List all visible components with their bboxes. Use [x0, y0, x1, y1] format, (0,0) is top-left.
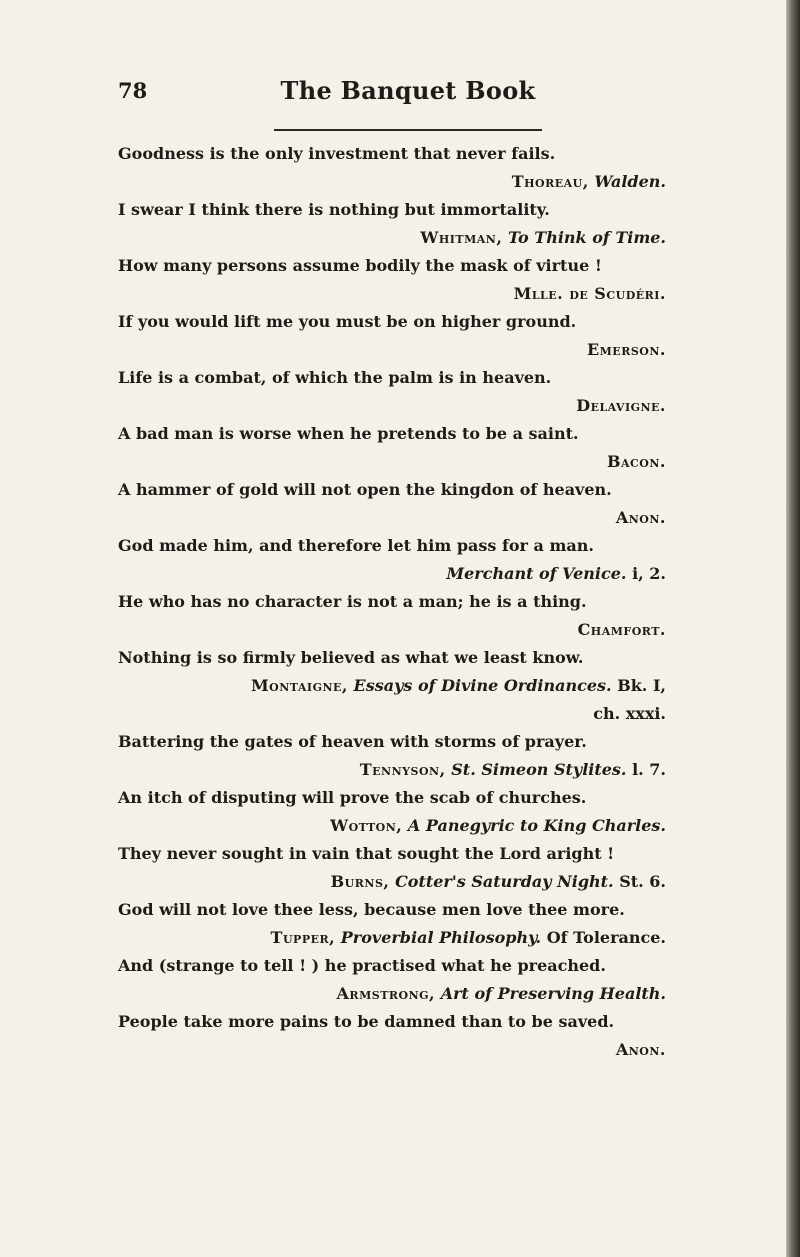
quote-attribution	[118, 168, 666, 196]
quote-entry	[118, 840, 666, 896]
quote-text: And (strange to tell ! ) he practised what he preached.	[118, 956, 606, 975]
quote-author: Wotton,	[330, 816, 403, 835]
quote-text: A hammer of gold will not open the kingdon of heaven.	[118, 480, 612, 499]
quote-text: Battering the gates of heaven with storms of prayer.	[118, 732, 587, 751]
quote-text: A bad man is worse when he pretends to be a saint.	[118, 424, 579, 443]
quote-reference: i, 2.	[632, 564, 666, 583]
quote-author: Thoreau,	[511, 172, 589, 191]
quote-reference: l. 7.	[632, 760, 666, 779]
quote-entry	[118, 308, 666, 364]
quote-reference: St. 6.	[619, 872, 666, 891]
quote-work: Essays of Divine Ordinances.	[353, 676, 612, 695]
quote-author: Chamfort.	[577, 620, 666, 639]
quote-text: People take more pains to be damned than to be saved.	[118, 1012, 615, 1031]
quote-attribution	[118, 448, 666, 476]
quote-text: Goodness is the only investment that never fails.	[118, 144, 556, 163]
quote-attribution	[118, 672, 666, 700]
quote-entry	[118, 140, 666, 196]
quote-text: God will not love thee less, because men love thee more.	[118, 900, 625, 919]
quote-entry	[118, 532, 666, 588]
quote-entry	[118, 784, 666, 840]
quote-text: An itch of disputing will prove the scab of churches.	[118, 788, 587, 807]
header-rule	[274, 129, 542, 131]
quote-author: Armstrong,	[336, 984, 436, 1003]
quote-work: Walden.	[594, 172, 666, 191]
quote-author: Montaigne,	[250, 676, 348, 695]
quote-reference: Of Tolerance.	[546, 928, 666, 947]
quote-text: They never sought in vain that sought the Lord aright !	[118, 844, 615, 863]
quote-author: Emerson.	[586, 340, 666, 359]
quote-entry	[118, 588, 666, 644]
quote-author: Anon.	[615, 1040, 666, 1059]
quote-attribution	[118, 756, 666, 784]
quote-attribution	[118, 616, 666, 644]
quote-text: I swear I think there is nothing but immortality.	[118, 200, 550, 219]
quote-author: Mlle. de Scudéri.	[513, 284, 666, 303]
quote-entry	[118, 196, 666, 252]
quote-work: St. Simeon Stylites.	[451, 760, 627, 779]
quote-text: He who has no character is not a man; he is a thing.	[118, 592, 587, 611]
quote-attribution	[118, 560, 666, 588]
quote-author: Delavigne.	[576, 396, 666, 415]
quote-entry	[118, 1008, 666, 1064]
quote-entry	[118, 644, 666, 728]
quote-text: God made him, and therefore let him pass for a man.	[118, 536, 594, 555]
page-number: 78	[118, 78, 148, 103]
quote-entry	[118, 364, 666, 420]
quote-attribution	[118, 336, 666, 364]
page-header	[118, 78, 698, 112]
quote-work: Proverbial Philosophy.	[340, 928, 542, 947]
quote-work: To Think of Time.	[507, 228, 666, 247]
quote-attribution	[118, 1036, 666, 1064]
quotation-list	[118, 140, 666, 1064]
quote-attribution	[118, 980, 666, 1008]
quote-author: Tennyson,	[359, 760, 446, 779]
quote-attribution	[118, 224, 666, 252]
quote-author: Whitman,	[420, 228, 503, 247]
quote-entry	[118, 476, 666, 532]
quote-reference: Bk. I,	[617, 676, 666, 695]
quote-entry	[118, 896, 666, 952]
quote-text: If you would lift me you must be on higher ground.	[118, 312, 577, 331]
quote-author: Bacon.	[606, 452, 666, 471]
quote-attribution	[118, 924, 666, 952]
quote-attribution	[118, 280, 666, 308]
quote-attribution	[118, 392, 666, 420]
quote-entry	[118, 728, 666, 784]
page-gutter-shadow	[786, 0, 800, 1257]
quote-attribution	[118, 868, 666, 896]
quote-work: Cotter's Saturday Night.	[395, 872, 614, 891]
quote-attribution	[118, 812, 666, 840]
quote-work: A Panegyric to King Charles.	[407, 816, 666, 835]
running-title: The Banquet Book	[280, 76, 536, 105]
quote-text: Life is a combat, of which the palm is in heaven.	[118, 368, 552, 387]
quote-entry	[118, 252, 666, 308]
quote-author: Burns,	[330, 872, 390, 891]
quote-work: Merchant of Venice.	[446, 564, 627, 583]
quote-entry	[118, 952, 666, 1008]
quote-text: How many persons assume bodily the mask of virtue !	[118, 256, 602, 275]
quote-reference-continued: ch. xxxi.	[593, 704, 666, 723]
quote-work: Art of Preserving Health.	[440, 984, 666, 1003]
quote-attribution	[118, 504, 666, 532]
quote-author: Anon.	[615, 508, 666, 527]
quote-author: Tupper,	[270, 928, 336, 947]
quote-entry	[118, 420, 666, 476]
quote-text: Nothing is so firmly believed as what we least know.	[118, 648, 584, 667]
